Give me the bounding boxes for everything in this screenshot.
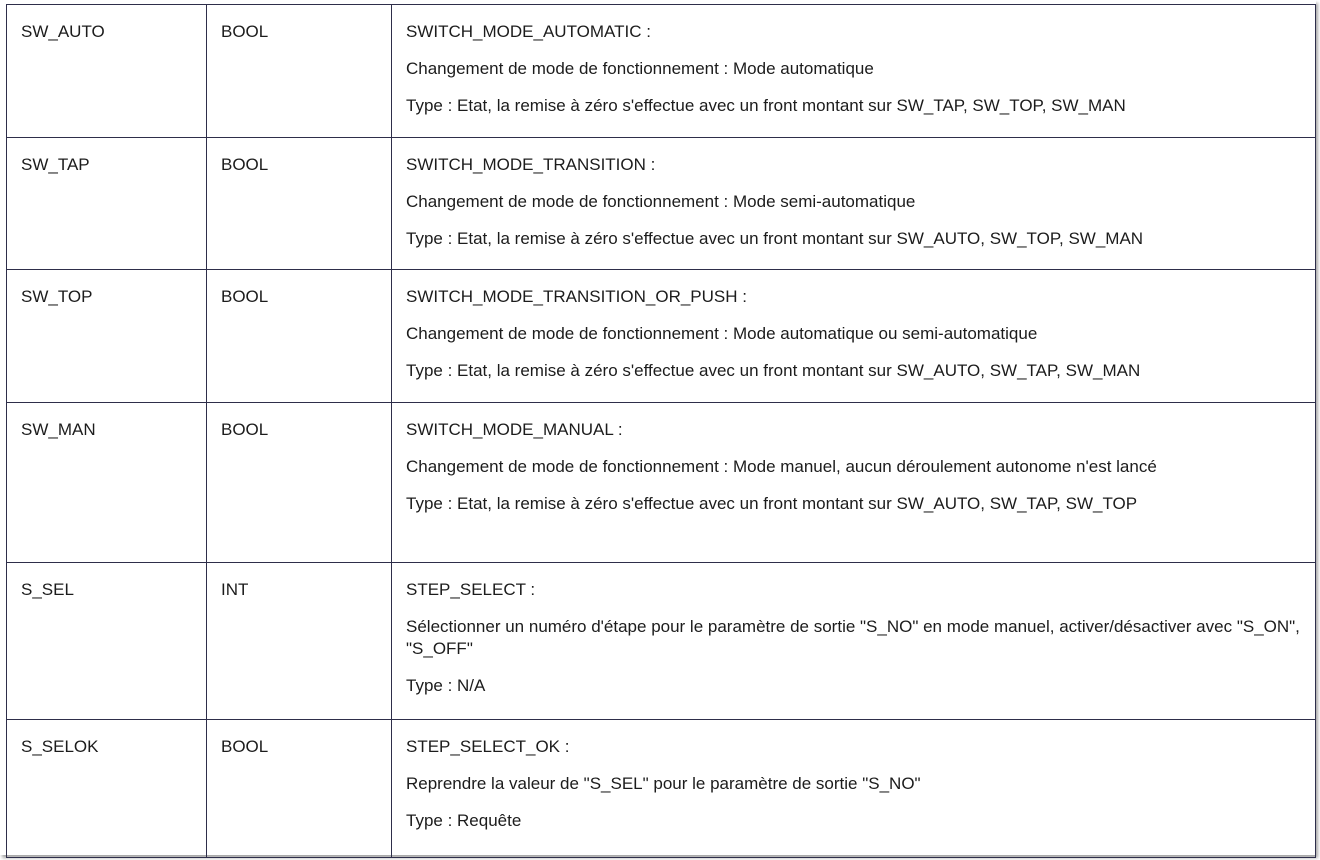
param-description-cell (392, 720, 1316, 858)
table-row-sw-man (7, 403, 1316, 563)
parameter-table (6, 4, 1316, 858)
param-name: S_SELOK (7, 720, 207, 858)
param-name: SW_MAN (7, 403, 207, 563)
param-detail: Type : Etat, la remise à zéro s'effectue avec un front montant sur SW_AUTO, SW_TOP, SW_MAN (406, 229, 1144, 248)
param-description-cell (392, 563, 1316, 720)
param-description-cell (392, 138, 1316, 270)
param-detail: Type : N/A (406, 676, 486, 695)
param-detail: Type : Etat, la remise à zéro s'effectue avec un front montant sur SW_AUTO, SW_TAP, SW_TOP (406, 494, 1138, 513)
param-title: STEP_SELECT_OK : (406, 737, 570, 756)
param-title: SWITCH_MODE_AUTOMATIC : (406, 22, 651, 41)
param-type: BOOL (207, 138, 392, 270)
param-title: SWITCH_MODE_TRANSITION_OR_PUSH : (406, 287, 747, 306)
param-type: INT (207, 563, 392, 720)
param-title: SWITCH_MODE_MANUAL : (406, 420, 623, 439)
param-type: BOOL (207, 720, 392, 858)
table-row-s-sel (7, 563, 1316, 720)
param-name: SW_TOP (7, 270, 207, 403)
param-description: Changement de mode de fonctionnement : Mode automatique (406, 59, 874, 78)
param-description: Changement de mode de fonctionnement : Mode manuel, aucun déroulement autonome n'est lancé (406, 457, 1157, 476)
param-title: SWITCH_MODE_TRANSITION : (406, 155, 656, 174)
table-row-sw-tap (7, 138, 1316, 270)
param-detail: Type : Etat, la remise à zéro s'effectue avec un front montant sur SW_TAP, SW_TOP, SW_MAN (406, 96, 1126, 115)
table-row-sw-auto (7, 5, 1316, 138)
param-type: BOOL (207, 403, 392, 563)
table-row-sw-top (7, 270, 1316, 403)
param-description: Changement de mode de fonctionnement : Mode semi-automatique (406, 192, 916, 211)
param-description: Changement de mode de fonctionnement : Mode automatique ou semi-automatique (406, 324, 1038, 343)
param-description-cell (392, 5, 1316, 138)
param-description-cell (392, 403, 1316, 563)
param-name: SW_AUTO (7, 5, 207, 138)
param-detail: Type : Etat, la remise à zéro s'effectue avec un front montant sur SW_AUTO, SW_TAP, SW_MAN (406, 361, 1141, 380)
param-title: STEP_SELECT : (406, 580, 536, 599)
param-detail: Type : Requête (406, 811, 522, 830)
param-name: S_SEL (7, 563, 207, 720)
param-description: Sélectionner un numéro d'étape pour le paramètre de sortie "S_NO" en mode manuel, activer/désactiver avec "S_ON", "S_OFF" (406, 617, 1300, 658)
param-description-cell (392, 270, 1316, 403)
param-name: SW_TAP (7, 138, 207, 270)
param-type: BOOL (207, 270, 392, 403)
param-type: BOOL (207, 5, 392, 138)
table-row-s-selok (7, 720, 1316, 858)
param-description: Reprendre la valeur de "S_SEL" pour le paramètre de sortie "S_NO" (406, 774, 921, 793)
